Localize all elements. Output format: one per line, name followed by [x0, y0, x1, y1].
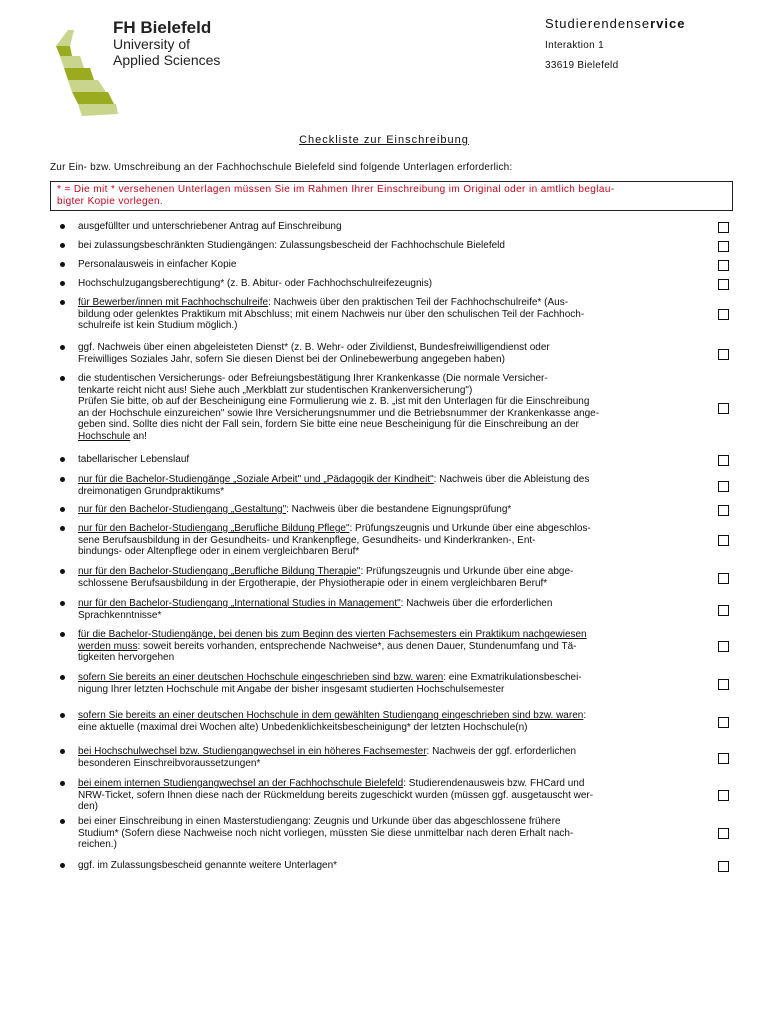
checklist-item-line	[78, 309, 678, 321]
checkbox[interactable]	[718, 505, 729, 516]
checklist-item-line	[78, 240, 678, 252]
checklist-item-line	[78, 419, 678, 431]
bullet-icon	[60, 675, 65, 680]
item-text-span: bei einer Einschreibung in einen Masterstudiengang: Zeugnis und Urkunde über das abgeschlossene frühere	[78, 816, 561, 827]
bullet-icon	[60, 477, 65, 482]
checklist-item-line	[78, 778, 678, 790]
underlined-condition: nur für den Bachelor-Studiengang „Gestaltung"	[78, 504, 287, 515]
underlined-condition: für Bewerber/innen mit Fachhochschulreife	[78, 297, 269, 308]
underlined-condition: Hochschule	[78, 430, 131, 442]
item-text-span: Prüfen Sie bitte, ob auf der Bescheinigung eine Formulierung wie z. B. „ist mit den Unterlagen für die Einschreibung	[78, 396, 590, 407]
item-text-span: besonderen Einschreibvoraussetzungen*	[78, 757, 261, 769]
bullet-icon	[60, 863, 65, 868]
bullet-icon	[60, 243, 65, 248]
checklist-item-line	[78, 790, 678, 802]
bullet-icon	[60, 345, 65, 350]
checkbox[interactable]	[718, 535, 729, 546]
item-text-span: tabellarischer Lebenslauf	[78, 454, 190, 465]
checklist-item-line	[78, 598, 678, 610]
underlined-condition: sofern Sie bereits an einer deutschen Hochschule in dem gewählten Studiengang eingeschrieben sind bzw. waren	[78, 710, 584, 721]
item-text-span: : Nachweis über die Ableistung des	[433, 474, 590, 485]
checkbox[interactable]	[718, 605, 729, 616]
checklist-item-text	[78, 474, 678, 497]
logo-line-1: FH Bielefeld	[113, 18, 212, 37]
underlined-condition: nur für den Bachelor-Studiengang „Berufliche Bildung Pflege"	[78, 523, 350, 534]
item-text-span: den)	[78, 801, 99, 812]
checklist-item-line	[78, 828, 678, 840]
checklist-item-line	[78, 297, 678, 309]
bullet-icon	[60, 262, 65, 267]
item-text-span: ggf. Nachweis über einen abgeleisteten Dienst* (z. B. Wehr- oder Zivildienst, Bundesfreiwilligendienst oder	[78, 342, 550, 353]
checklist-item-text	[78, 297, 678, 332]
bullet-icon	[60, 569, 65, 574]
checklist-item-text	[78, 373, 678, 442]
bullet-icon	[60, 819, 65, 824]
checklist-item-text	[78, 240, 678, 252]
checklist-item-text	[78, 454, 678, 466]
underlined-condition: bei einem internen Studiengangwechsel an der Fachhochschule Bielefeld	[78, 778, 404, 789]
bullet-icon	[60, 507, 65, 512]
checklist-item-line	[78, 373, 678, 385]
checkbox[interactable]	[718, 573, 729, 584]
checklist-item-text	[78, 504, 678, 516]
item-text-span: schlossene Berufsausbildung in der Ergotherapie, der Physiotherapie oder in einem vergleichbaren Beruf*	[78, 577, 548, 589]
checklist-item-line	[78, 629, 678, 641]
underlined-condition: werden muss	[78, 640, 138, 652]
item-text-span: tenkarte reicht nicht aus! Siehe auch „Merkblatt zur studentischen Krankenversicherung")	[78, 384, 473, 396]
checklist-item-line	[78, 746, 678, 758]
checklist-item-text	[78, 629, 678, 664]
item-text-span: reichen.)	[78, 839, 117, 850]
item-text-span: Freiwilliges Soziales Jahr, sofern Sie diesen Dienst bei der Onlinebewerbung angegeben haben)	[78, 353, 505, 365]
checklist-item-line	[78, 221, 678, 233]
checkbox[interactable]	[718, 260, 729, 271]
logo-wordmark	[113, 20, 220, 68]
checkbox[interactable]	[718, 222, 729, 233]
item-text-span: nigung Ihrer letzten Hochschule mit Angabe der bisher insgesamt studierten Hochschulsemester	[78, 683, 505, 695]
item-text-span: sene Berufsausbildung in der Gesundheits- und Krankenpflege, Gesundheits- und Kinderkranken-, Ent-	[78, 534, 536, 546]
item-text-span: dreimonatigen Grundpraktikums*	[78, 485, 225, 497]
checkbox[interactable]	[718, 481, 729, 492]
checklist-item-line	[78, 278, 678, 290]
checklist-item-line	[78, 578, 678, 590]
item-text-span: tigkeiten hervorgehen	[78, 652, 175, 663]
checklist-item-line	[78, 641, 678, 653]
checklist-item-text	[78, 816, 678, 851]
checklist-item-line	[78, 396, 678, 408]
checklist-item-text	[78, 566, 678, 589]
bullet-icon	[60, 457, 65, 462]
bullet-icon	[60, 713, 65, 718]
checklist-item-line	[78, 816, 678, 828]
checklist-item-line	[78, 431, 678, 443]
checkbox[interactable]	[718, 717, 729, 728]
checklist-item-line	[78, 454, 678, 466]
checkbox[interactable]	[718, 641, 729, 652]
item-text-span: : soweit bereits vorhanden, entsprechende Nachweise*, aus denen Dauer, Stundenumfang und Tä-	[137, 640, 577, 652]
item-text-span: : Prüfungszeugnis und Urkunde über eine abge-	[360, 566, 574, 577]
item-text-span: : eine Exmatrikulationsbeschei-	[443, 672, 582, 683]
underlined-condition: bei Hochschulwechsel bzw. Studiengangwechsel in ein höheres Fachsemester	[78, 746, 427, 757]
item-text-span: bildung oder gelenktes Praktikum mit Abschluss; mit einem Nachweis nur über den schulischen Teil der Fachhoch-	[78, 308, 585, 320]
checkbox[interactable]	[718, 455, 729, 466]
checklist-item-line	[78, 684, 678, 696]
checklist-item-text	[78, 778, 678, 813]
underlined-condition: nur für den Bachelor-Studiengang „Berufliche Bildung Therapie"	[78, 566, 361, 577]
checklist-item-line	[78, 259, 678, 271]
checklist-item-text	[78, 710, 678, 733]
checklist-item-line	[78, 504, 678, 516]
checklist-item-text	[78, 221, 678, 233]
item-text-span: an!	[130, 430, 147, 442]
item-text-span: :	[583, 710, 587, 721]
checkbox[interactable]	[718, 861, 729, 872]
checklist-item-line	[78, 474, 678, 486]
checklist-item-line	[78, 408, 678, 420]
item-text-span: Hochschulzugangsberechtigung* (z. B. Abitur- oder Fachhochschulreifezeugnis)	[78, 278, 433, 289]
item-text-span: : Prüfungszeugnis und Urkunde über eine abgeschlos-	[349, 523, 591, 534]
checklist-item-text	[78, 860, 678, 872]
item-text-span: eine aktuelle (maximal drei Wochen alte) Unbedenklichkeitsbescheinigung* der letzten Hochschule(n)	[78, 721, 528, 733]
bullet-icon	[60, 632, 65, 637]
page-title: Checkliste zur Einschreibung	[299, 134, 469, 146]
checkbox[interactable]	[718, 753, 729, 764]
checkbox[interactable]	[718, 349, 729, 360]
checklist-item-text	[78, 259, 678, 271]
bullet-icon	[60, 376, 65, 381]
checklist-item-text	[78, 523, 678, 558]
checkbox[interactable]	[718, 790, 729, 801]
checkbox[interactable]	[718, 309, 729, 320]
item-text-span: ggf. im Zulassungsbescheid genannte weitere Unterlagen*	[78, 860, 338, 871]
checkbox[interactable]	[718, 679, 729, 690]
checklist-item-text	[78, 746, 678, 769]
checklist-item-line	[78, 486, 678, 498]
checklist-item-line	[78, 758, 678, 770]
item-text-span: : Nachweis der ggf. erforderlichen	[426, 746, 577, 757]
checklist-item-text	[78, 278, 678, 290]
item-text-span: : Nachweis über die bestandene Eignungsprüfung*	[286, 504, 512, 515]
logo-line-2: University of	[113, 36, 191, 52]
bullet-icon	[60, 749, 65, 754]
checklist-item-line	[78, 546, 678, 558]
checkbox[interactable]	[718, 403, 729, 414]
intro-text: Zur Ein- bzw. Umschreibung an der Fachhochschule Bielefeld sind folgende Unterlagen erforderlich:	[50, 162, 513, 173]
item-text-span: : Studierendenausweis bzw. FHCard und	[403, 778, 585, 789]
checklist-item-text	[78, 672, 678, 695]
item-text-span: bei zulassungsbeschränkten Studiengängen: Zulassungsbescheid der Fachhochschule Bielefeld	[78, 240, 505, 251]
item-text-span: bindungs- oder Altenpflege oder in einem vergleichbaren Beruf*	[78, 546, 360, 557]
bullet-icon	[60, 781, 65, 786]
checklist-item-line	[78, 652, 678, 664]
checklist-item-line	[78, 566, 678, 578]
checklist-item-line	[78, 672, 678, 684]
bullet-icon	[60, 601, 65, 606]
bullet-icon	[60, 224, 65, 229]
address-block	[545, 16, 685, 80]
item-text-span: Personalausweis in einfacher Kopie	[78, 259, 237, 270]
notice-line-2: bigter Kopie vorlegen.	[57, 196, 164, 207]
checklist-item-text	[78, 342, 678, 365]
checklist-item-line	[78, 839, 678, 851]
checklist-item-line	[78, 320, 678, 332]
checklist-item-line	[78, 710, 678, 722]
checklist-item-line	[78, 610, 678, 622]
checklist-item-line	[78, 342, 678, 354]
checklist-item-line	[78, 385, 678, 397]
item-text-span: ausgefüllter und unterschriebener Antrag auf Einschreibung	[78, 221, 342, 232]
item-text-span: NRW-Ticket, sofern Ihnen diese nach der Rückmeldung bereits zugeschickt wurden (müssen ggf. ausgetauscht wer-	[78, 789, 594, 801]
underlined-condition: nur für die Bachelor-Studiengänge „Soziale Arbeit" und „Pädagogik der Kindheit"	[78, 474, 434, 485]
underlined-condition: sofern Sie bereits an einer deutschen Hochschule eingeschrieben sind bzw. waren	[78, 672, 444, 683]
item-text-span: : Nachweis über die erforderlichen	[400, 598, 553, 609]
address-street: Interaktion 1	[545, 40, 604, 51]
underlined-condition: für die Bachelor-Studiengänge, bei denen bis zum Beginn des vierten Fachsemesters ein Praktikum nachgewiesen	[78, 629, 587, 640]
bullet-icon	[60, 300, 65, 305]
item-text-span: geben sind. Sollte dies nicht der Fall sein, fordern Sie bitte eine neue Bescheinigung für die Einschreibung an der	[78, 419, 579, 430]
checklist-item-text	[78, 598, 678, 621]
checklist-item-line	[78, 801, 678, 813]
notice-line-1: * = Die mit * versehenen Unterlagen müssen Sie im Rahmen Ihrer Einschreibung im Original oder in amtlich beglau-	[57, 184, 615, 195]
item-text-span: Sprachkenntnisse*	[78, 609, 162, 621]
original-copy-notice	[50, 181, 733, 211]
checkbox[interactable]	[718, 241, 729, 252]
logo-line-3: Applied Sciences	[113, 52, 221, 68]
item-text-span: : Nachweis über den praktischen Teil der Fachhochschulreife* (Aus-	[268, 297, 569, 308]
checklist-item-line	[78, 523, 678, 535]
underlined-condition: nur für den Bachelor-Studiengang „International Studies in Management"	[78, 598, 401, 609]
checklist-item-line	[78, 535, 678, 547]
item-text-span: Studium* (Sofern diese Nachweise noch nicht vorliegen, müssten Sie diese unmittelbar nach deren Erhalt nach-	[78, 827, 574, 839]
item-text-span: schulreife ist kein Studium möglich.)	[78, 320, 238, 331]
address-city: 33619 Bielefeld	[545, 60, 619, 71]
checklist-item-line	[78, 860, 678, 872]
bullet-icon	[60, 526, 65, 531]
checkbox[interactable]	[718, 828, 729, 839]
department-name: Studierendenservice	[545, 16, 686, 31]
item-text-span: an der Hochschule einzureichen" sowie Ihre Versicherungsnummer und die Betriebsnummer der Krankenkasse ange-	[78, 407, 600, 419]
checkbox[interactable]	[718, 279, 729, 290]
bullet-icon	[60, 281, 65, 286]
checklist-item-line	[78, 354, 678, 366]
item-text-span: die studentischen Versicherungs- oder Befreiungsbestätigung Ihrer Krankenkasse (Die normale Versicher-	[78, 373, 548, 384]
checklist-item-line	[78, 722, 678, 734]
